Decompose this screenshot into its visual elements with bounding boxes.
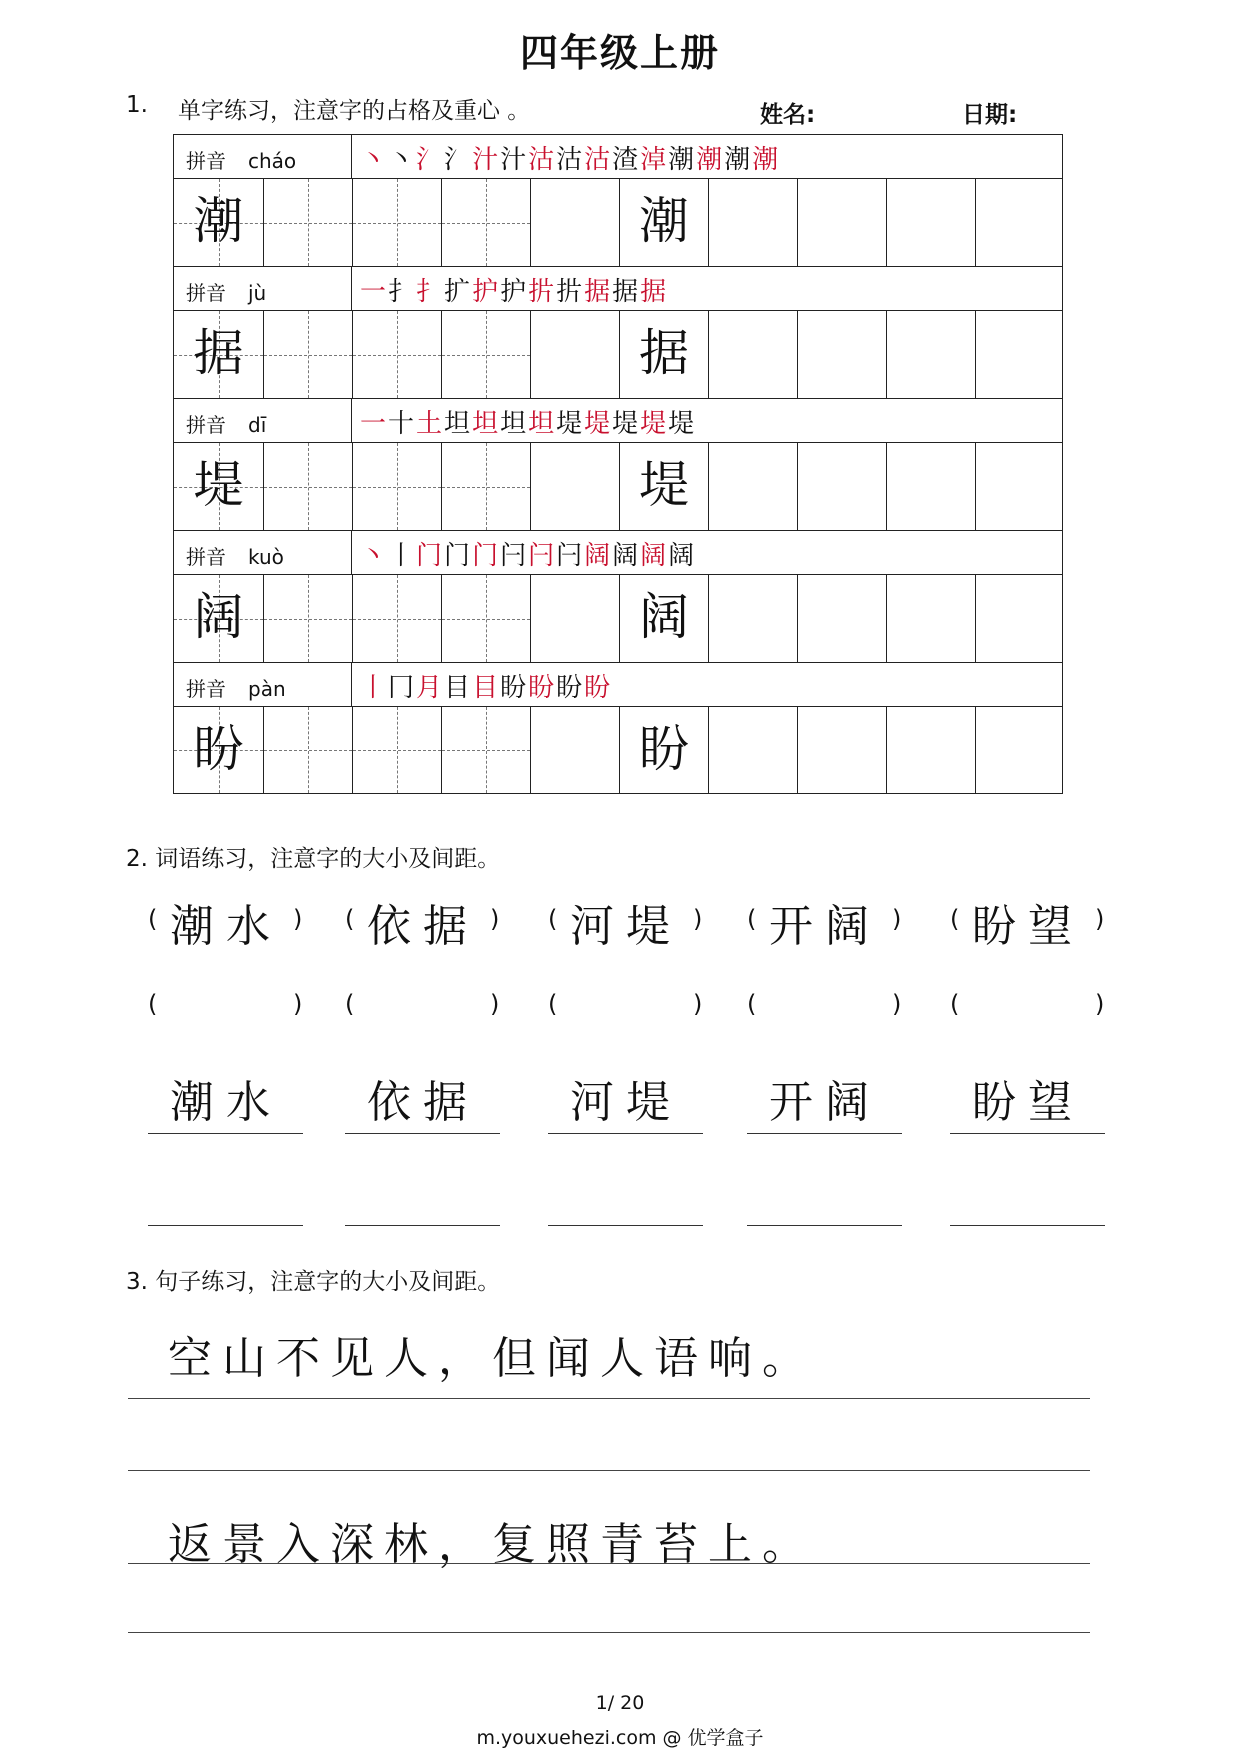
page-number: 1/ 20 xyxy=(595,1692,645,1714)
guide-line xyxy=(353,619,441,620)
word-baseline xyxy=(747,1133,902,1134)
stroke-step: 潮 xyxy=(752,145,781,175)
sentence-baseline xyxy=(128,1563,1090,1564)
stroke-step: 盼 xyxy=(528,673,557,703)
writing-cell[interactable] xyxy=(619,575,708,662)
pinyin-label xyxy=(186,409,266,438)
stroke-order xyxy=(360,271,668,308)
open-paren: ( xyxy=(950,905,960,933)
trace-word: 盼望 xyxy=(972,1077,1084,1128)
stroke-step: 汁 xyxy=(500,145,529,175)
word-baseline xyxy=(148,1133,303,1134)
blank-close-paren[interactable]: ) xyxy=(293,990,303,1018)
model-character: 据 xyxy=(193,324,244,382)
writing-cell[interactable] xyxy=(174,707,263,793)
writing-cell[interactable] xyxy=(352,443,441,530)
writing-cell[interactable] xyxy=(619,311,708,398)
writing-cell[interactable] xyxy=(619,443,708,530)
paren-word: 河堤 xyxy=(570,901,682,952)
section-2-instruction: 2. 词语练习，注意字的大小及间距。 xyxy=(126,846,501,872)
writing-cell[interactable] xyxy=(441,707,530,793)
pinyin-value: dī xyxy=(248,413,267,437)
stroke-step: 堤 xyxy=(668,409,697,439)
stroke-step: 堤 xyxy=(584,409,613,439)
stroke-step: 护 xyxy=(500,277,529,307)
stroke-step: 堤 xyxy=(556,409,585,439)
close-paren: ) xyxy=(1095,905,1105,933)
model-character: 阔 xyxy=(193,588,244,646)
writing-cell[interactable] xyxy=(352,707,441,793)
divider xyxy=(351,135,352,178)
writing-cell[interactable] xyxy=(530,311,619,398)
paren-word: 盼望 xyxy=(972,901,1084,952)
blank-open-paren: ( xyxy=(747,990,757,1018)
pinyin-caption: 拼音 xyxy=(186,149,226,173)
stroke-step: 阔 xyxy=(640,541,669,571)
model-character: 潮 xyxy=(193,192,244,250)
pinyin-value: cháo xyxy=(248,149,297,173)
stroke-step: 潮 xyxy=(724,145,753,175)
close-paren: ) xyxy=(293,905,303,933)
writing-cell[interactable] xyxy=(797,707,886,793)
writing-cell[interactable] xyxy=(797,311,886,398)
stroke-step: 淖 xyxy=(640,145,669,175)
model-sentence: 空山不见人，但闻人语响。 xyxy=(168,1333,816,1384)
stroke-step: 盼 xyxy=(556,673,585,703)
writing-cell[interactable] xyxy=(619,179,708,266)
writing-cell[interactable] xyxy=(352,311,441,398)
writing-cell[interactable] xyxy=(263,575,352,662)
stroke-step: 闩 xyxy=(556,541,585,571)
blank-writing-line[interactable] xyxy=(128,1632,1090,1633)
writing-cell[interactable] xyxy=(975,575,1064,662)
stroke-step: 十 xyxy=(388,409,417,439)
writing-cell[interactable] xyxy=(263,707,352,793)
writing-cell[interactable] xyxy=(886,311,975,398)
stroke-step: 沽 xyxy=(584,145,613,175)
blank-writing-line[interactable] xyxy=(148,1225,303,1226)
word-baseline xyxy=(548,1133,703,1134)
stroke-step: 据 xyxy=(640,277,669,307)
trace-word: 河堤 xyxy=(570,1077,682,1128)
writing-cell[interactable] xyxy=(797,443,886,530)
stroke-step: 月 xyxy=(416,673,445,703)
writing-row xyxy=(173,574,1063,662)
stroke-step: 氵 xyxy=(444,145,473,175)
writing-cell[interactable] xyxy=(708,311,797,398)
open-paren: ( xyxy=(345,905,355,933)
stroke-step: 丶 xyxy=(360,541,389,571)
writing-cell[interactable] xyxy=(975,443,1064,530)
writing-cell[interactable] xyxy=(975,311,1064,398)
stroke-step: 土 xyxy=(416,409,445,439)
model-character: 据 xyxy=(639,324,689,382)
writing-cell[interactable] xyxy=(352,179,441,266)
stroke-order xyxy=(360,139,780,176)
writing-cell[interactable] xyxy=(886,179,975,266)
stroke-step: 据 xyxy=(584,277,613,307)
section-1-header xyxy=(126,92,1126,128)
guide-line xyxy=(264,750,352,751)
writing-cell[interactable] xyxy=(530,575,619,662)
pinyin-caption: 拼音 xyxy=(186,677,226,701)
pinyin-label xyxy=(186,541,284,570)
stroke-step: 阔 xyxy=(612,541,641,571)
writing-cell[interactable] xyxy=(708,443,797,530)
pinyin-caption: 拼音 xyxy=(186,281,226,305)
close-paren: ) xyxy=(490,905,500,933)
model-character: 堤 xyxy=(639,456,689,514)
open-paren: ( xyxy=(548,905,558,933)
guide-line xyxy=(353,487,441,488)
stroke-step: 扩 xyxy=(444,277,473,307)
stroke-step: 沽 xyxy=(528,145,557,175)
pinyin-row xyxy=(173,266,1063,310)
open-paren: ( xyxy=(148,905,158,933)
guide-line xyxy=(442,487,530,488)
guide-line xyxy=(264,487,352,488)
section-1-number: 1. xyxy=(126,92,148,118)
writing-cell[interactable] xyxy=(886,707,975,793)
writing-cell[interactable] xyxy=(530,707,619,793)
pinyin-caption: 拼音 xyxy=(186,413,226,437)
stroke-step: 坦 xyxy=(472,409,501,439)
model-character: 潮 xyxy=(639,192,689,250)
writing-cell[interactable] xyxy=(441,575,530,662)
stroke-step: 门 xyxy=(444,541,473,571)
section-3-instruction: 3. 句子练习，注意字的大小及间距。 xyxy=(126,1269,501,1295)
pinyin-row xyxy=(173,134,1063,178)
writing-cell[interactable] xyxy=(708,179,797,266)
writing-cell[interactable] xyxy=(708,575,797,662)
writing-cell[interactable] xyxy=(530,443,619,530)
open-paren: ( xyxy=(747,905,757,933)
stroke-step: 潮 xyxy=(668,145,697,175)
section-1-instruction: 单字练习，注意字的占格及重心 。 xyxy=(178,98,531,124)
writing-cell[interactable] xyxy=(174,575,263,662)
stroke-step: 据 xyxy=(612,277,641,307)
stroke-step: 坦 xyxy=(528,409,557,439)
writing-cell[interactable] xyxy=(263,443,352,530)
stroke-step: 阔 xyxy=(668,541,697,571)
stroke-step: 门 xyxy=(416,541,445,571)
blank-writing-line[interactable] xyxy=(950,1225,1105,1226)
writing-cell[interactable] xyxy=(263,179,352,266)
writing-cell[interactable] xyxy=(797,575,886,662)
writing-cell[interactable] xyxy=(352,575,441,662)
stroke-order xyxy=(360,535,696,572)
guide-line xyxy=(353,223,441,224)
pinyin-row xyxy=(173,662,1063,706)
date-label: 日期: xyxy=(962,102,1018,128)
stroke-step: 坦 xyxy=(500,409,529,439)
guide-line xyxy=(442,223,530,224)
writing-row xyxy=(173,442,1063,530)
stroke-step: 潮 xyxy=(696,145,725,175)
stroke-step: 扌 xyxy=(388,277,417,307)
blank-open-paren: ( xyxy=(950,990,960,1018)
paren-word: 依据 xyxy=(367,901,479,952)
stroke-step: 丶 xyxy=(388,145,417,175)
blank-writing-line[interactable] xyxy=(747,1225,902,1226)
stroke-step: 目 xyxy=(444,673,473,703)
stroke-step: 门 xyxy=(472,541,501,571)
stroke-step: 扌 xyxy=(416,277,445,307)
model-character: 盼 xyxy=(639,720,689,778)
site-credit: m.youxuehezi.com @ 优学盒子 xyxy=(476,1727,764,1749)
guide-line xyxy=(442,355,530,356)
writing-cell[interactable] xyxy=(174,179,263,266)
stroke-step: 盼 xyxy=(584,673,613,703)
writing-cell[interactable] xyxy=(174,311,263,398)
writing-cell[interactable] xyxy=(886,443,975,530)
stroke-step: 扸 xyxy=(556,277,585,307)
paren-word: 潮水 xyxy=(170,901,282,952)
stroke-step: 汁 xyxy=(472,145,501,175)
writing-cell[interactable] xyxy=(886,575,975,662)
pinyin-value: jù xyxy=(248,281,267,305)
guide-line xyxy=(264,619,352,620)
stroke-step: 氵 xyxy=(416,145,445,175)
stroke-step: 渣 xyxy=(612,145,641,175)
close-paren: ) xyxy=(892,905,902,933)
pinyin-label xyxy=(186,673,286,702)
divider xyxy=(351,531,352,574)
writing-row xyxy=(173,310,1063,398)
page-title: 四年级上册 xyxy=(519,31,720,75)
stroke-order xyxy=(360,667,612,704)
model-sentence: 返景入深林，复照青苔上。 xyxy=(168,1519,816,1570)
guide-line xyxy=(442,619,530,620)
writing-cell[interactable] xyxy=(619,707,708,793)
stroke-order xyxy=(360,403,696,440)
blank-open-paren: ( xyxy=(345,990,355,1018)
trace-word: 潮水 xyxy=(170,1077,282,1128)
guide-line xyxy=(442,750,530,751)
stroke-step: 阔 xyxy=(584,541,613,571)
guide-line xyxy=(353,750,441,751)
close-paren: ) xyxy=(693,905,703,933)
writing-cell[interactable] xyxy=(441,311,530,398)
writing-row xyxy=(173,178,1063,266)
stroke-step: 护 xyxy=(472,277,501,307)
model-character: 阔 xyxy=(639,588,689,646)
writing-cell[interactable] xyxy=(975,707,1064,793)
divider xyxy=(351,399,352,442)
stroke-step: 丨 xyxy=(360,673,389,703)
name-label: 姓名: xyxy=(760,102,816,128)
blank-close-paren[interactable]: ) xyxy=(693,990,703,1018)
writing-row xyxy=(173,706,1063,794)
writing-cell[interactable] xyxy=(441,443,530,530)
guide-line xyxy=(353,355,441,356)
writing-cell[interactable] xyxy=(708,707,797,793)
stroke-step: 一 xyxy=(360,409,389,439)
guide-line xyxy=(264,355,352,356)
writing-cell[interactable] xyxy=(441,179,530,266)
stroke-step: 一 xyxy=(360,277,389,307)
character-practice-grid xyxy=(173,134,1063,794)
sentence-baseline xyxy=(128,1398,1090,1399)
writing-cell[interactable] xyxy=(975,179,1064,266)
stroke-step: 丶 xyxy=(360,145,389,175)
trace-word: 依据 xyxy=(367,1077,479,1128)
blank-close-paren[interactable]: ) xyxy=(1095,990,1105,1018)
stroke-step: 盼 xyxy=(500,673,529,703)
stroke-step: 坦 xyxy=(444,409,473,439)
word-baseline xyxy=(950,1133,1105,1134)
blank-writing-line[interactable] xyxy=(128,1470,1090,1471)
word-baseline xyxy=(345,1133,500,1134)
guide-line xyxy=(264,223,352,224)
blank-close-paren[interactable]: ) xyxy=(892,990,902,1018)
paren-word: 开阔 xyxy=(769,901,881,952)
writing-cell[interactable] xyxy=(797,179,886,266)
pinyin-value: pàn xyxy=(248,677,286,701)
blank-writing-line[interactable] xyxy=(548,1225,703,1226)
divider xyxy=(351,663,352,706)
writing-cell[interactable] xyxy=(530,179,619,266)
pinyin-label xyxy=(186,277,266,306)
pinyin-label xyxy=(186,145,296,174)
model-character: 堤 xyxy=(193,456,244,514)
pinyin-row xyxy=(173,530,1063,574)
trace-word: 开阔 xyxy=(769,1077,881,1128)
divider xyxy=(351,267,352,310)
stroke-step: 沽 xyxy=(556,145,585,175)
stroke-step: 目 xyxy=(472,673,501,703)
stroke-step: 堤 xyxy=(612,409,641,439)
blank-open-paren: ( xyxy=(548,990,558,1018)
blank-writing-line[interactable] xyxy=(345,1225,500,1226)
stroke-step: 闩 xyxy=(528,541,557,571)
stroke-step: 扸 xyxy=(528,277,557,307)
pinyin-row xyxy=(173,398,1063,442)
blank-open-paren: ( xyxy=(148,990,158,1018)
stroke-step: 堤 xyxy=(640,409,669,439)
writing-cell[interactable] xyxy=(174,443,263,530)
stroke-step: 闩 xyxy=(500,541,529,571)
blank-close-paren[interactable]: ) xyxy=(490,990,500,1018)
stroke-step: 丨 xyxy=(388,541,417,571)
model-character: 盼 xyxy=(193,720,244,778)
pinyin-value: kuò xyxy=(248,545,284,569)
stroke-step: 冂 xyxy=(388,673,417,703)
pinyin-caption: 拼音 xyxy=(186,545,226,569)
writing-cell[interactable] xyxy=(263,311,352,398)
